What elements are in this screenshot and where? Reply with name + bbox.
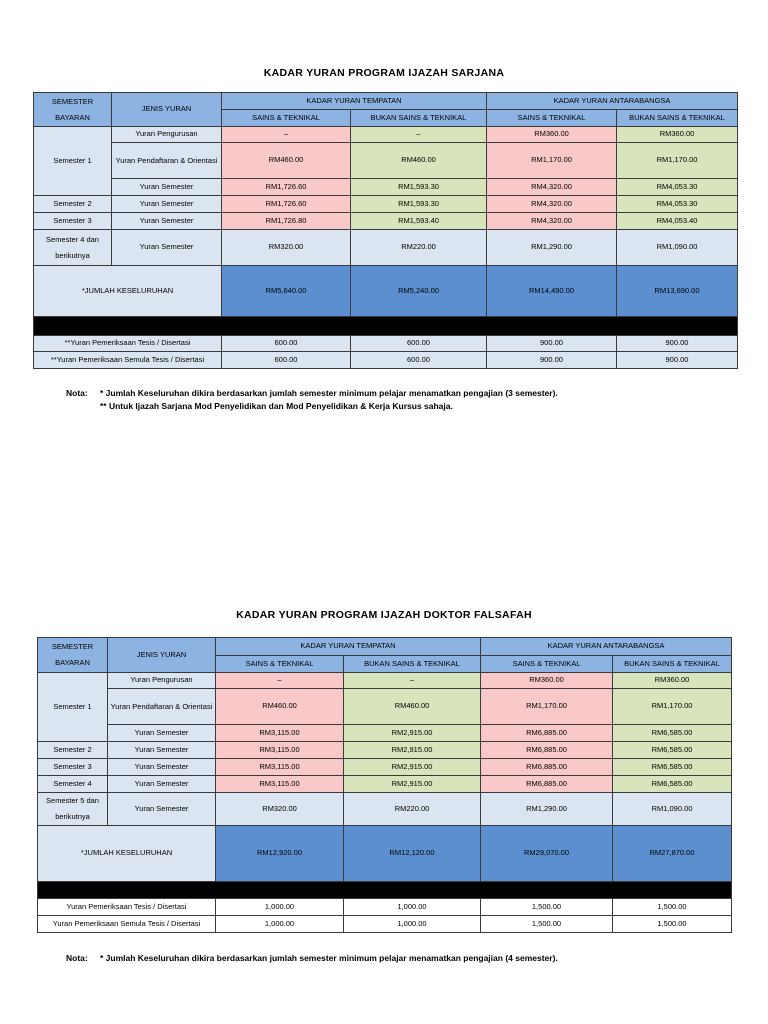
- fee-value-cell: RM6,585.00: [613, 759, 732, 776]
- nota-block: [66, 952, 558, 965]
- fee-value-cell: –: [344, 673, 481, 689]
- fee-value-cell: RM460.00: [216, 689, 344, 725]
- black-divider: [34, 317, 738, 336]
- total-value-cell: RM14,490.00: [487, 266, 617, 317]
- fee-value-cell: RM1,170.00: [617, 143, 738, 179]
- fee-table-doktor-falsafah: [37, 637, 732, 933]
- fee-value-cell: RM1,726.60: [222, 179, 351, 196]
- nota-line: ** Untuk Ijazah Sarjana Mod Penyelidikan dan Mod Penyelidikan & Kerja Kursus sahaja.: [100, 400, 453, 411]
- table-row: [38, 793, 732, 826]
- table-row: [38, 673, 732, 689]
- nota-label: Nota:: [66, 388, 88, 398]
- fee-value-cell: RM1,090.00: [617, 230, 738, 266]
- fee-value-cell: 1,500.00: [613, 916, 732, 933]
- header-jenis-yuran: JENIS YURAN: [112, 93, 222, 127]
- fee-type-cell: Yuran Semester: [112, 213, 222, 230]
- subheader-sains-teknikal: SAINS & TEKNIKAL: [487, 110, 617, 127]
- total-row: [34, 266, 738, 317]
- fee-value-cell: 600.00: [222, 352, 351, 369]
- table-row: [34, 230, 738, 266]
- extra-fee-label: Yuran Pemeriksaan Tesis / Disertasi: [38, 899, 216, 916]
- nota-label: Nota:: [66, 953, 88, 963]
- fee-value-cell: –: [222, 127, 351, 143]
- fee-value-cell: 900.00: [617, 352, 738, 369]
- nota-block: [66, 387, 558, 413]
- fee-value-cell: 900.00: [617, 336, 738, 352]
- fee-value-cell: RM6,585.00: [613, 776, 732, 793]
- fee-value-cell: 1,000.00: [216, 899, 344, 916]
- fee-value-cell: RM360.00: [487, 127, 617, 143]
- fee-value-cell: 900.00: [487, 352, 617, 369]
- fee-table-sarjana: [33, 92, 738, 369]
- fee-value-cell: –: [216, 673, 344, 689]
- fee-value-cell: RM6,885.00: [481, 759, 613, 776]
- fee-value-cell: RM4,053.30: [617, 196, 738, 213]
- fee-value-cell: RM460.00: [344, 689, 481, 725]
- fee-value-cell: RM1,726.80: [222, 213, 351, 230]
- table-row: [38, 916, 732, 933]
- semester-cell: Semester 3: [34, 213, 112, 230]
- header-semester-bayaran: SEMESTER BAYARAN: [34, 93, 112, 127]
- fee-value-cell: RM3,115.00: [216, 725, 344, 742]
- extra-fee-label: **Yuran Pemeriksaan Semula Tesis / Disertasi: [34, 352, 222, 369]
- header-kadar-antarabangsa: KADAR YURAN ANTARABANGSA: [487, 93, 738, 110]
- fee-value-cell: RM1,726.60: [222, 196, 351, 213]
- fee-value-cell: RM6,885.00: [481, 776, 613, 793]
- semester-cell: Semester 5 dan berikutnya: [38, 793, 108, 826]
- total-value-cell: RM12,120.00: [344, 826, 481, 882]
- header-kadar-tempatan: KADAR YURAN TEMPATAN: [216, 638, 481, 656]
- total-row: [38, 826, 732, 882]
- fee-value-cell: RM6,885.00: [481, 742, 613, 759]
- table-row: [38, 759, 732, 776]
- table-row: [34, 143, 738, 179]
- fee-value-cell: RM3,115.00: [216, 776, 344, 793]
- black-divider: [38, 882, 732, 899]
- fee-value-cell: 1,000.00: [344, 916, 481, 933]
- fee-value-cell: 1,500.00: [613, 899, 732, 916]
- fee-value-cell: RM6,585.00: [613, 725, 732, 742]
- fee-type-cell: Yuran Semester: [108, 793, 216, 826]
- fee-value-cell: RM220.00: [344, 793, 481, 826]
- fee-value-cell: RM360.00: [617, 127, 738, 143]
- total-value-cell: RM29,070.00: [481, 826, 613, 882]
- total-value-cell: RM27,870.00: [613, 826, 732, 882]
- table-row: [34, 127, 738, 143]
- semester-cell: Semester 4: [38, 776, 108, 793]
- fee-value-cell: RM360.00: [481, 673, 613, 689]
- fee-value-cell: RM1,170.00: [487, 143, 617, 179]
- subheader-sains-teknikal: SAINS & TEKNIKAL: [481, 656, 613, 673]
- fee-type-cell: Yuran Semester: [108, 725, 216, 742]
- table-row: [38, 689, 732, 725]
- subheader-bukan-sains-teknikal: BUKAN SAINS & TEKNIKAL: [617, 110, 738, 127]
- fee-value-cell: RM3,115.00: [216, 742, 344, 759]
- fee-type-cell: Yuran Pengurusan: [108, 673, 216, 689]
- table-title: KADAR YURAN PROGRAM IJAZAH DOKTOR FALSAFAH: [236, 609, 532, 621]
- table-row: [38, 742, 732, 759]
- table-row: [34, 196, 738, 213]
- subheader-bukan-sains-teknikal: BUKAN SAINS & TEKNIKAL: [351, 110, 487, 127]
- fee-value-cell: RM320.00: [216, 793, 344, 826]
- table-row: [38, 899, 732, 916]
- fee-type-cell: Yuran Pengurusan: [112, 127, 222, 143]
- subheader-sains-teknikal: SAINS & TEKNIKAL: [216, 656, 344, 673]
- table-row: [38, 776, 732, 793]
- fee-value-cell: 600.00: [351, 352, 487, 369]
- semester-cell: Semester 4 dan berikutnya: [34, 230, 112, 266]
- subheader-bukan-sains-teknikal: BUKAN SAINS & TEKNIKAL: [613, 656, 732, 673]
- fee-value-cell: RM4,053.30: [617, 179, 738, 196]
- separator-row: [34, 317, 738, 336]
- fee-type-cell: Yuran Semester: [112, 230, 222, 266]
- header-kadar-antarabangsa: KADAR YURAN ANTARABANGSA: [481, 638, 732, 656]
- total-label: *JUMLAH KESELURUHAN: [34, 266, 222, 317]
- nota-line: * Jumlah Keseluruhan dikira berdasarkan jumlah semester minimum pelajar menamatkan pengajian (3 semester).: [100, 388, 558, 398]
- fee-value-cell: RM1,090.00: [613, 793, 732, 826]
- fee-value-cell: RM1,170.00: [613, 689, 732, 725]
- semester-cell: Semester 2: [34, 196, 112, 213]
- fee-type-cell: Yuran Semester: [108, 776, 216, 793]
- fee-type-cell: Yuran Pendaftaran & Orientasi: [112, 143, 222, 179]
- fee-value-cell: 1,500.00: [481, 899, 613, 916]
- fee-value-cell: RM360.00: [613, 673, 732, 689]
- fee-type-cell: Yuran Semester: [112, 196, 222, 213]
- fee-value-cell: RM1,290.00: [481, 793, 613, 826]
- fee-value-cell: RM1,593.30: [351, 196, 487, 213]
- fee-value-cell: RM1,593.40: [351, 213, 487, 230]
- header-semester-bayaran: SEMESTER BAYARAN: [38, 638, 108, 673]
- semester-cell: Semester 2: [38, 742, 108, 759]
- semester-cell: Semester 1: [34, 127, 112, 196]
- fee-value-cell: 600.00: [351, 336, 487, 352]
- table-row: [34, 352, 738, 369]
- total-value-cell: RM12,920.00: [216, 826, 344, 882]
- fee-value-cell: RM2,915.00: [344, 759, 481, 776]
- nota-line: * Jumlah Keseluruhan dikira berdasarkan jumlah semester minimum pelajar menamatkan pengajian (4 semester).: [100, 953, 558, 963]
- subheader-bukan-sains-teknikal: BUKAN SAINS & TEKNIKAL: [344, 656, 481, 673]
- fee-value-cell: RM4,320.00: [487, 213, 617, 230]
- fee-value-cell: RM1,290.00: [487, 230, 617, 266]
- semester-cell: Semester 3: [38, 759, 108, 776]
- fee-value-cell: RM6,585.00: [613, 742, 732, 759]
- fee-value-cell: 900.00: [487, 336, 617, 352]
- fee-value-cell: RM6,885.00: [481, 725, 613, 742]
- separator-row: [38, 882, 732, 899]
- header-jenis-yuran: JENIS YURAN: [108, 638, 216, 673]
- extra-fee-label: **Yuran Pemeriksaan Tesis / Disertasi: [34, 336, 222, 352]
- fee-value-cell: RM4,320.00: [487, 179, 617, 196]
- fee-type-cell: Yuran Semester: [112, 179, 222, 196]
- fee-value-cell: RM2,915.00: [344, 776, 481, 793]
- fee-value-cell: 600.00: [222, 336, 351, 352]
- fee-value-cell: RM4,053.40: [617, 213, 738, 230]
- table-row: [38, 725, 732, 742]
- fee-value-cell: RM460.00: [351, 143, 487, 179]
- fee-value-cell: RM460.00: [222, 143, 351, 179]
- total-label: *JUMLAH KESELURUHAN: [38, 826, 216, 882]
- fee-type-cell: Yuran Semester: [108, 742, 216, 759]
- fee-value-cell: –: [351, 127, 487, 143]
- fee-value-cell: RM320.00: [222, 230, 351, 266]
- extra-fee-label: Yuran Pemeriksaan Semula Tesis / Disertasi: [38, 916, 216, 933]
- fee-type-cell: Yuran Semester: [108, 759, 216, 776]
- total-value-cell: RM5,240.00: [351, 266, 487, 317]
- table-row: [34, 336, 738, 352]
- fee-value-cell: RM220.00: [351, 230, 487, 266]
- semester-cell: Semester 1: [38, 673, 108, 742]
- fee-value-cell: RM2,915.00: [344, 742, 481, 759]
- fee-value-cell: RM1,593.30: [351, 179, 487, 196]
- fee-value-cell: RM1,170.00: [481, 689, 613, 725]
- header-kadar-tempatan: KADAR YURAN TEMPATAN: [222, 93, 487, 110]
- fee-value-cell: RM3,115.00: [216, 759, 344, 776]
- total-value-cell: RM5,640.00: [222, 266, 351, 317]
- subheader-sains-teknikal: SAINS & TEKNIKAL: [222, 110, 351, 127]
- total-value-cell: RM13,690.00: [617, 266, 738, 317]
- table-title: KADAR YURAN PROGRAM IJAZAH SARJANA: [263, 67, 505, 79]
- fee-value-cell: RM4,320.00: [487, 196, 617, 213]
- fee-value-cell: RM2,915.00: [344, 725, 481, 742]
- fee-value-cell: 1,500.00: [481, 916, 613, 933]
- table-row: [34, 213, 738, 230]
- fee-value-cell: 1,000.00: [216, 916, 344, 933]
- fee-type-cell: Yuran Pendaftaran & Orientasi: [108, 689, 216, 725]
- table-row: [34, 179, 738, 196]
- fee-value-cell: 1,000.00: [344, 899, 481, 916]
